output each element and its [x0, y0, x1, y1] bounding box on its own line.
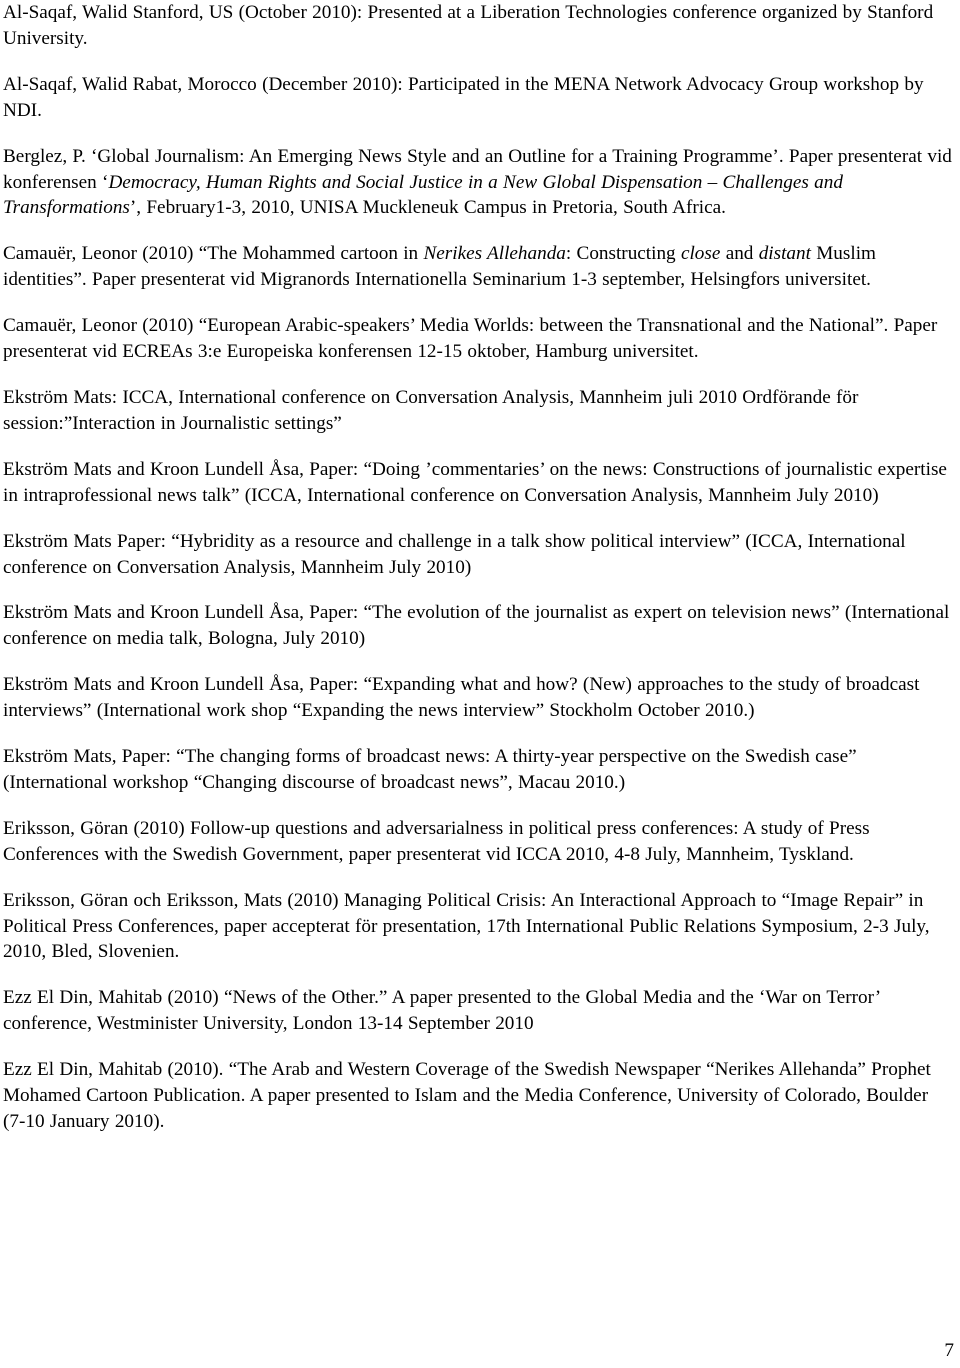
reference-text: Eriksson, Göran (2010) Follow-up questions and adversarialness in political press conferences: A study of Press Conferences with the Swedish Government, paper presenterat vid ICCA 2010, 4-8 July, Mannheim, Tyskland.	[3, 817, 870, 865]
reference-entry	[3, 816, 958, 868]
reference-text: Eriksson, Göran och Eriksson, Mats (2010) Managing Political Crisis: An Interactional Approach to “Image Repair” in Political Press Conferences, paper accepterat för presentation, 17th International Public Relations Symposium, 2-3 July, 2010, Bled, Slovenien.	[3, 889, 930, 963]
reference-list	[3, 0, 958, 1135]
reference-italic-text: close	[680, 243, 721, 265]
reference-italic-text: distant	[758, 243, 811, 265]
reference-text: and	[720, 243, 759, 265]
reference-text: Ekström Mats and Kroon Lundell Åsa, Paper: “Expanding what and how? (New) approaches to the study of broadcast interviews” (International work shop “Expanding the news interview” Stockholm October 2010.)	[3, 674, 920, 722]
reference-entry	[3, 985, 958, 1037]
page-number: 7	[944, 1340, 954, 1361]
reference-text: Al-Saqaf, Walid Stanford, US (October 2010): Presented at a Liberation Technologies conference organized by Stanford University.	[3, 2, 934, 49]
reference-entry	[3, 529, 958, 581]
reference-entry	[3, 385, 958, 437]
reference-text: Berglez, P. ‘Global Journalism: An Emerging News Style and an Outline for a Training Programme’. Paper presenterat vid konferensen ‘	[3, 145, 952, 193]
reference-entry	[3, 72, 958, 124]
reference-entry	[3, 144, 958, 222]
reference-entry	[3, 672, 958, 724]
reference-entry	[3, 888, 958, 966]
reference-text: Ekström Mats Paper: “Hybridity as a resource and challenge in a talk show political interview” (ICCA, International conference on Conversation Analysis, Mannheim July 2010)	[3, 530, 906, 578]
reference-entry	[3, 313, 958, 365]
reference-text: Al-Saqaf, Walid Rabat, Morocco (December 2010): Participated in the MENA Network Advocacy Group workshop by NDI.	[3, 73, 924, 121]
reference-text: Ekström Mats: ICCA, International conference on Conversation Analysis, Mannheim juli 2010 Ordförande för session:”Interaction in Journalistic settings”	[3, 386, 859, 434]
reference-text: Ekström Mats and Kroon Lundell Åsa, Paper: “The evolution of the journalist as expert on television news” (International conference on media talk, Bologna, July 2010)	[3, 602, 950, 650]
reference-text: Ekström Mats and Kroon Lundell Åsa, Paper: “Doing ’commentaries’ on the news: Constructions of journalistic expertise in intraprofessional news talk” (ICCA, International conference on Conversation Analysis, Mannheim July 2010)	[3, 458, 947, 506]
reference-entry	[3, 600, 958, 652]
reference-italic-text: Democracy, Human Rights and Social Justice in a New Global Dispensation – Challenges and Transformations	[3, 171, 843, 219]
reference-text: ’, February1-3, 2010, UNISA Muckleneuk Campus in Pretoria, South Africa.	[129, 197, 726, 219]
reference-entry	[3, 1057, 958, 1135]
reference-text: Camauër, Leonor (2010) “European Arabic-speakers’ Media Worlds: between the Transnational and the National”. Paper presenterat vid ECREAs 3:e Europeiska konferensen 12-15 oktober, Hamburg universitet.	[3, 315, 938, 363]
reference-text: Ekström Mats, Paper: “The changing forms of broadcast news: A thirty-year perspective on the Swedish case” (International workshop “Changing discourse of broadcast news”, Macau 2010.)	[3, 746, 857, 793]
reference-text: Camauër, Leonor (2010) “The Mohammed cartoon in	[3, 243, 424, 265]
reference-text: Ezz El Din, Mahitab (2010) “News of the Other.” A paper presented to the Global Media and the ‘War on Terror’ conference, Westminister University, London 13-14 September 2010	[3, 987, 880, 1035]
reference-text: Muslim identities”. Paper presenterat vid Migranords Internationella Seminarium 1-3 september, Helsingfors universitet.	[3, 243, 876, 291]
reference-entry	[3, 0, 958, 52]
reference-entry	[3, 457, 958, 509]
reference-italic-text: Nerikes Allehanda	[423, 243, 566, 265]
reference-entry	[3, 744, 958, 796]
reference-text: : Constructing	[565, 243, 681, 265]
document-page	[3, 0, 958, 1155]
reference-text: Ezz El Din, Mahitab (2010). “The Arab and Western Coverage of the Swedish Newspaper “Nerikes Allehanda” Prophet Mohamed Cartoon Publication. A paper presented to Islam and the Media Conference, University of Colorado, Boulder (7-10 January 2010).	[3, 1059, 931, 1132]
reference-entry	[3, 241, 958, 293]
